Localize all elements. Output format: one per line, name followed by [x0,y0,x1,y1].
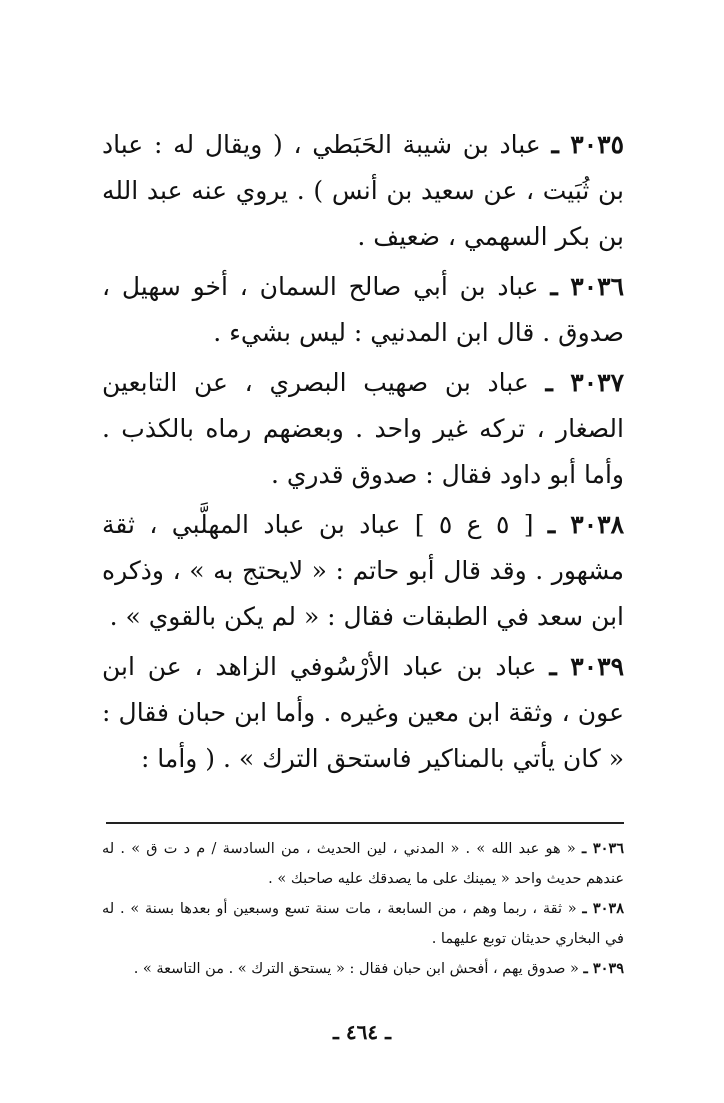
entry-text: عباد بن صهيب البصري ، عن التابعين الصغار ، تركه غير واحد . وبعضهم رماه بالكذب . وأما أبو داود فقال : صدوق قدري . [102,368,624,489]
entry-number: ٣٠٣٥ ـ [551,130,624,159]
entry-text: عباد بن شيبة الحَبَطي ، ( ويقال له : عباد بن ثُبَيت ، عن سعيد بن أنس ) . يروي عنه عبد الله بن بكر السهمي ، ضعيف . [102,130,624,251]
entry-3038 [102,502,624,640]
footnote-text: « صدوق يهم ، أفحش ابن حبان فقال : « يستحق الترك » . من التاسعة » . [133,961,579,977]
entry-number: ٣٠٣٧ ـ [545,368,624,397]
entry-text: عباد بن عباد الأرْسُوفي الزاهد ، عن ابن عون ، وثقة ابن معين وغيره . وأما ابن حبان فقال : « كان يأتي بالمناكير فاستحق الترك » . ( وأما : [102,652,624,773]
entry-text: عباد بن أبي صالح السمان ، أخو سهيل ، صدوق . قال ابن المدنيي : ليس بشيء . [102,272,624,347]
entry-number: ٣٠٣٨ ـ [547,510,625,539]
footnote-number: ٣٠٣٦ ـ [581,840,625,857]
entry-number: ٣٠٣٦ ـ [550,272,625,301]
footnote-text: « ثقة ، ربما وهم ، من السابعة ، مات سنة تسع وسبعين أو بعدها بسنة » . له في البخاري حديثان توبع عليهما . [102,901,624,947]
entry-3039 [102,644,624,782]
entry-text: [ ٥ ع ٥ ] عباد بن عباد المهلَّبي ، ثقة مشهور . وقد قال أبو حاتم : « لايحتج به » ، وذكره ابن سعد في الطبقات فقال : « لم يكن بالقوي » . [102,510,624,631]
footnote-divider [106,822,624,824]
footnote-3038 [102,894,624,954]
footnote-number: ٣٠٣٩ ـ [583,960,624,977]
footnotes [102,834,624,984]
footnote-text: « هو عبد الله » . « المدني ، لين الحديث ، من السادسة / م د ت ق » . له عندهم حديث واحد « يمينك على ما يصدقك عليه صاحبك » . [102,841,624,887]
entry-3036 [102,264,624,356]
footnote-number: ٣٠٣٨ ـ [582,900,624,917]
entry-3037 [102,360,624,498]
footnote-3039 [102,954,624,984]
page-number: ـ ٤٦٤ ـ [333,1020,391,1044]
entry-number: ٣٠٣٩ ـ [549,652,625,681]
entry-3035 [102,122,624,260]
footnote-3036 [102,834,624,894]
main-text [102,122,624,786]
